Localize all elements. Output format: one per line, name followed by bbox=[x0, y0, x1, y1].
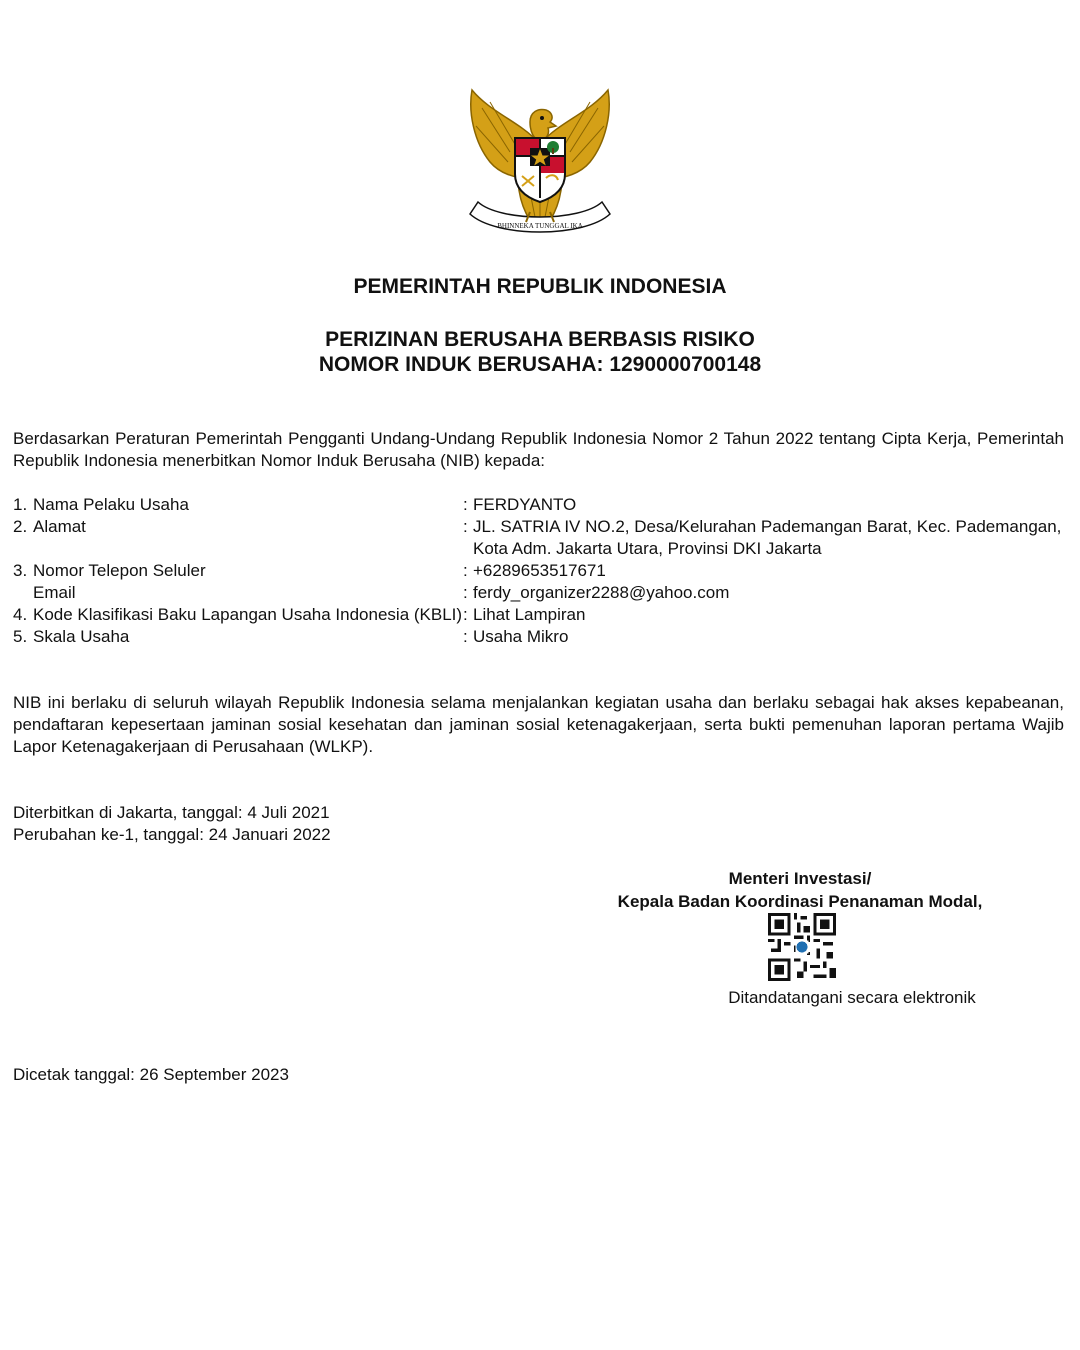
field-value: FERDYANTO bbox=[473, 495, 577, 514]
emblem-motto: BHINNEKA TUNGGAL IKA bbox=[497, 222, 583, 230]
field-value: Usaha Mikro bbox=[473, 627, 569, 646]
validity-paragraph: NIB ini berlaku di seluruh wilayah Republik Indonesia selama menjalankan kegiatan usaha dan berlaku sebagai hak akses kepabeanan, pendaftaran kepesertaan jaminan sosial kesehatan dan jaminan sosial ketenagakerjaan, serta bukti pemenuhan laporan pertama Wajib Lapor Ketenagakerjaan di Perusahaan (WLKP). bbox=[13, 693, 1064, 756]
field-number: 4. bbox=[13, 605, 28, 624]
field-label: Kode Klasifikasi Baku Lapangan Usaha Indonesia (KBLI) bbox=[33, 605, 463, 624]
field-row bbox=[13, 560, 1064, 582]
field-colon: : bbox=[463, 627, 468, 646]
field-label: Skala Usaha bbox=[33, 627, 130, 646]
field-colon: : bbox=[463, 583, 468, 602]
signatory-title-1: Menteri Investasi/ bbox=[728, 869, 872, 888]
field-value: ferdy_organizer2288@yahoo.com bbox=[473, 583, 730, 602]
field-row bbox=[13, 626, 1064, 648]
field-number: 1. bbox=[13, 495, 28, 514]
field-number bbox=[13, 582, 33, 604]
document-title bbox=[0, 327, 1080, 377]
field-number: 3. bbox=[13, 561, 28, 580]
e-signature-note: Ditandatangani secara elektronik bbox=[728, 988, 976, 1007]
field-label: Nama Pelaku Usaha bbox=[33, 495, 189, 514]
garuda-emblem-icon bbox=[460, 82, 620, 250]
field-number: 5. bbox=[13, 627, 28, 646]
issue-dates bbox=[13, 802, 331, 846]
field-colon: : bbox=[463, 495, 468, 514]
license-title: PERIZINAN BERUSAHA BERBASIS RISIKO bbox=[325, 328, 755, 351]
field-value: Lihat Lampiran bbox=[473, 605, 586, 624]
field-colon: : bbox=[463, 517, 468, 536]
qr-code-icon bbox=[768, 913, 836, 981]
amendment-date: Perubahan ke-1, tanggal: 24 Januari 2022 bbox=[13, 825, 331, 844]
field-label: Alamat bbox=[33, 517, 86, 536]
field-colon: : bbox=[463, 605, 468, 624]
field-row bbox=[13, 516, 1064, 560]
field-label: Email bbox=[33, 583, 76, 602]
government-heading: PEMERINTAH REPUBLIK INDONESIA bbox=[353, 275, 727, 298]
field-row bbox=[13, 604, 1064, 626]
business-details bbox=[13, 494, 1064, 648]
field-colon: : bbox=[463, 561, 468, 580]
field-number: 2. bbox=[13, 517, 28, 536]
field-value: JL. SATRIA IV NO.2, Desa/Kelurahan Pademangan Barat, Kec. Pademangan, Kota Adm. Jakarta Utara, Provinsi DKI Jakarta bbox=[473, 517, 1062, 558]
signatory-block bbox=[560, 867, 1040, 913]
field-value: +6289653517671 bbox=[473, 561, 606, 580]
field-label: Nomor Telepon Seluler bbox=[33, 561, 206, 580]
printed-date: Dicetak tanggal: 26 September 2023 bbox=[13, 1065, 289, 1084]
field-row bbox=[13, 582, 1064, 604]
issued-date: Diterbitkan di Jakarta, tanggal: 4 Juli 2021 bbox=[13, 803, 330, 822]
intro-paragraph: Berdasarkan Peraturan Pemerintah Pengganti Undang-Undang Republik Indonesia Nomor 2 Tahun 2022 tentang Cipta Kerja, Pemerintah Republik Indonesia menerbitkan Nomor Induk Berusaha (NIB) kepada: bbox=[13, 429, 1064, 470]
field-row bbox=[13, 494, 1064, 516]
nib-number: NOMOR INDUK BERUSAHA: 1290000700148 bbox=[318, 353, 762, 376]
signatory-title-2: Kepala Badan Koordinasi Penanaman Modal, bbox=[617, 892, 983, 911]
